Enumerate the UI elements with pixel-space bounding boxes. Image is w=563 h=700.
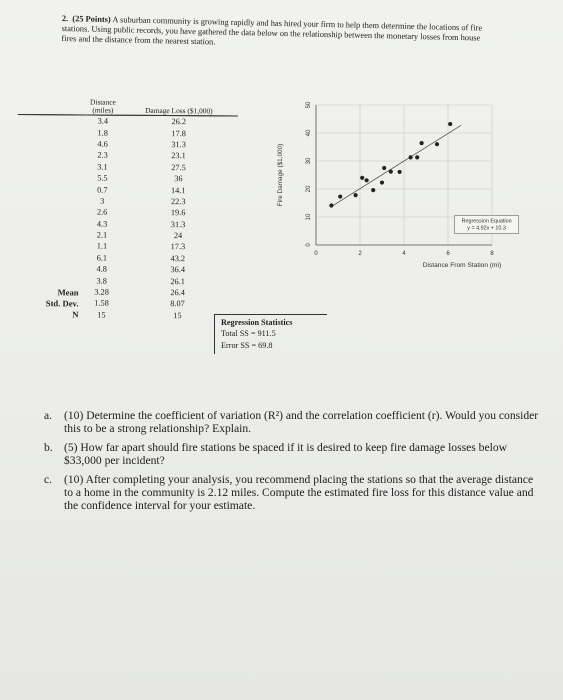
summary-label: N	[72, 309, 79, 320]
loss-cell: 43.2	[170, 253, 186, 264]
loss-cell: 24	[173, 231, 183, 241]
header-loss: Damage Loss ($1,000)	[145, 105, 213, 116]
data-point	[354, 193, 358, 197]
loss-cell: 26.2	[171, 117, 187, 127]
x-tick-label: 8	[490, 251, 494, 257]
data-point	[338, 194, 342, 198]
loss-cell: 26.1	[170, 276, 185, 286]
x-tick-label: 2	[358, 251, 362, 257]
data-point	[398, 170, 402, 174]
scatter-chart	[268, 95, 528, 295]
question-b	[44, 441, 544, 468]
data-point	[389, 170, 393, 174]
distance-cell: 3.4	[97, 116, 109, 126]
distance-cell: 2.6	[96, 207, 108, 217]
x-tick-label: 0	[314, 251, 318, 257]
error-ss: Error SS = 69.8	[221, 340, 273, 350]
loss-cell: 31.3	[170, 219, 186, 229]
y-tick-label: 20	[306, 185, 312, 193]
summary-loss: 26.4	[170, 288, 185, 298]
data-point	[448, 122, 452, 126]
loss-cell: 17.3	[170, 242, 186, 252]
y-tick-label: 50	[306, 101, 312, 109]
trendline	[331, 125, 461, 206]
data-point	[420, 141, 424, 145]
x-axis-label: Distance From Station (mi)	[422, 262, 502, 269]
question-text: (10) Determine the coefficient of variation (R²) and the correlation coefficient (r). Would you consider this to be a strong relationship? Explain.	[64, 409, 539, 436]
question-text: (5) How far apart should fire stations be spaced if it is desired to keep fire damage losses below $33,000 per incident?	[64, 440, 508, 468]
question-label: b.	[44, 440, 53, 454]
y-tick-label: 40	[306, 129, 312, 137]
distance-cell: 2.3	[97, 150, 108, 160]
chart-svg	[268, 95, 528, 295]
loss-cell: 14.1	[171, 185, 186, 195]
x-tick-label: 6	[446, 251, 450, 257]
loss-cell: 36	[174, 174, 183, 184]
y-tick-label: 0	[306, 243, 312, 247]
data-point	[380, 180, 384, 184]
data-point	[371, 188, 375, 192]
summary-label: Std. Dev.	[45, 298, 79, 309]
summary-loss: 15	[173, 310, 182, 320]
question-label: c.	[44, 472, 53, 486]
loss-cell: 22.3	[170, 196, 186, 207]
x-tick-label: 4	[402, 251, 406, 257]
header-distance: Distance (miles)	[89, 97, 116, 115]
distance-cell: 1.8	[97, 128, 108, 138]
data-point	[329, 203, 333, 207]
summary-distance: 15	[97, 310, 106, 320]
distance-cell: 4.8	[96, 264, 107, 274]
data-point	[365, 178, 369, 182]
problem-points: (25 Points)	[72, 14, 111, 25]
loss-cell: 23.1	[171, 151, 186, 161]
y-tick-label: 10	[306, 213, 312, 221]
summary-distance: 1.58	[94, 298, 109, 309]
problem-text: A suburban community is growing rapidly and has hired your firm to help them determine the locations of fire stations. Using public records, you have gathered the data below on the relationship between the monetary losses from house fires and the distance from the nearest station.	[61, 15, 483, 47]
distance-cell: 0.7	[97, 185, 108, 195]
summary-distance: 3.28	[94, 287, 109, 297]
distance-cell: 4.3	[96, 219, 108, 229]
loss-cell: 27.5	[171, 162, 186, 172]
distance-cell: 3.8	[96, 276, 107, 286]
total-ss: Total SS = 911.5	[221, 329, 276, 339]
question-c	[44, 473, 544, 513]
loss-cell: 17.8	[171, 128, 187, 138]
distance-cell: 3	[100, 196, 105, 206]
question-a	[44, 409, 544, 436]
regression-statistics	[214, 314, 327, 354]
problem-number: 2.	[61, 14, 69, 24]
loss-cell: 36.4	[170, 265, 186, 275]
question-list	[44, 409, 544, 518]
y-axis-label: Fire Damage ($1,000)	[277, 143, 284, 207]
data-point	[415, 155, 419, 159]
regression-equation-title: Regression Equation	[461, 218, 512, 225]
question-text: (10) After completing your analysis, you recommend placing the stations so that the average distance to a home in the community is 2.12 miles. Compute the estimated fire loss for this distance value and the confidence interval for your estimate.	[64, 472, 534, 513]
data-table	[16, 92, 238, 322]
loss-cell: 31.3	[171, 140, 186, 150]
regression-equation-text: y = 4.92x + 10.3	[467, 225, 506, 232]
data-point	[382, 166, 386, 170]
summary-label: Mean	[57, 286, 79, 297]
summary-loss: 8.07	[170, 299, 185, 309]
distance-cell: 6.1	[96, 253, 108, 263]
y-tick-label: 30	[306, 157, 312, 165]
distance-cell: 5.5	[97, 173, 108, 183]
distance-cell: 2.1	[96, 230, 108, 240]
loss-cell: 19.6	[170, 208, 186, 218]
data-point	[360, 176, 364, 180]
summary-row	[16, 309, 236, 322]
distance-cell: 4.6	[97, 139, 108, 149]
data-point	[435, 142, 439, 146]
problem-statement	[61, 14, 487, 54]
data-point	[409, 155, 413, 159]
question-label: a.	[44, 409, 53, 422]
distance-cell: 1.1	[96, 242, 108, 252]
distance-cell: 3.1	[97, 162, 108, 172]
regression-stats-title: Regression Statistics	[221, 318, 293, 327]
